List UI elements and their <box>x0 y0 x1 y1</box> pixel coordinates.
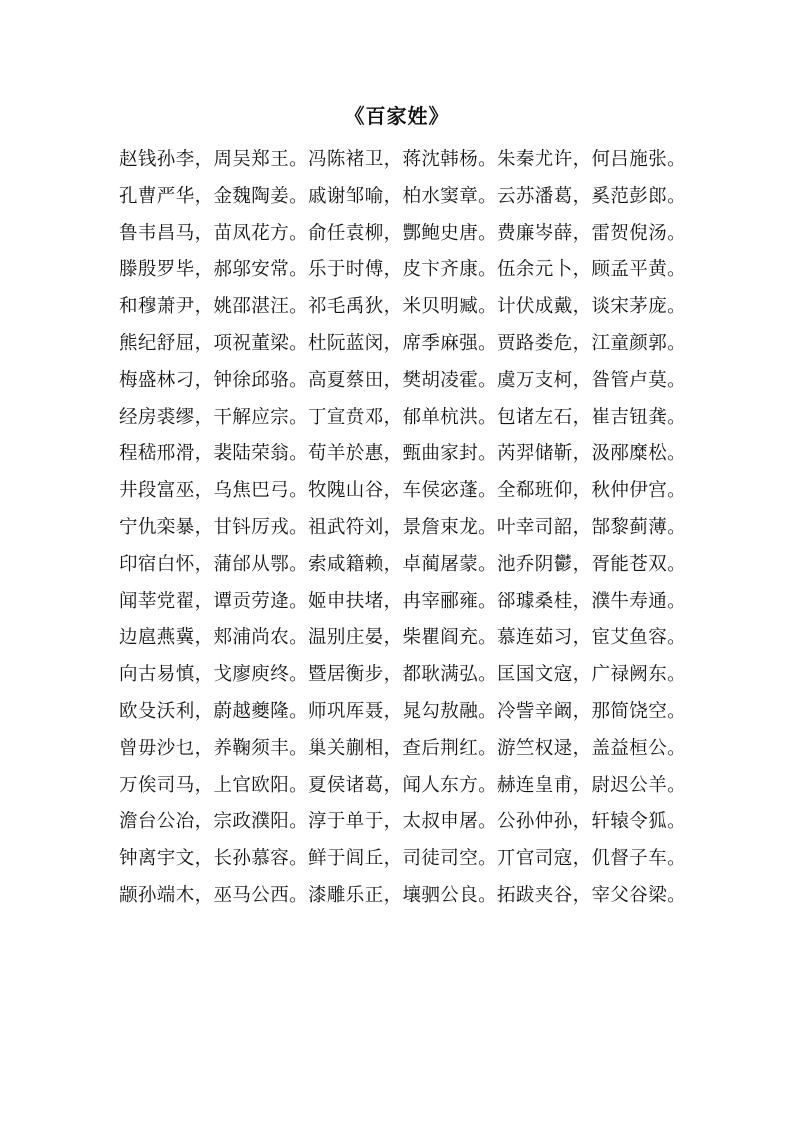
verse-line: 澹台公冶，宗政濮阳。淳于单于，太叔申屠。公孙仲孙，轩辕令狐。 <box>119 811 687 833</box>
document-title: 《百家姓》 <box>344 104 450 128</box>
verse-line: 宁仇栾暴，甘钭厉戎。祖武符刘，景詹束龙。叶幸司韶，郜黎蓟薄。 <box>119 516 687 538</box>
verse-line: 欧殳沃利，蔚越夔隆。师巩厍聂，晁勾敖融。冷訾辛阚，那简饶空。 <box>119 700 687 722</box>
verse-line: 和穆萧尹，姚邵湛汪。祁毛禹狄，米贝明臧。计伏成戴，谈宋茅庞。 <box>119 296 687 318</box>
verse-line: 曾毋沙乜，养鞠须丰。巢关蒯相，查后荆红。游竺权逯，盖益桓公。 <box>119 737 687 759</box>
surname-verse-block <box>119 142 687 915</box>
verse-line: 印宿白怀，蒲邰从鄂。索咸籍赖，卓蔺屠蒙。池乔阴鬱，胥能苍双。 <box>119 553 687 575</box>
verse-line: 边扈燕冀，郏浦尚农。温别庄晏，柴瞿阎充。慕连茹习，宦艾鱼容。 <box>119 627 687 649</box>
verse-line: 向古易慎，戈廖庾终。暨居衡步，都耿满弘。匡国文寇，广禄阙东。 <box>119 664 687 686</box>
verse-line: 井段富巫，乌焦巴弓。牧隗山谷，车侯宓蓬。全郗班仰，秋仲伊宫。 <box>119 480 687 502</box>
verse-line: 梅盛林刁，钟徐邱骆。高夏蔡田，樊胡凌霍。虞万支柯，昝管卢莫。 <box>119 369 687 391</box>
verse-line: 熊纪舒屈，项祝董梁。杜阮蓝闵，席季麻强。贾路娄危，江童颜郭。 <box>119 332 687 354</box>
verse-line: 程嵇邢滑，裴陆荣翁。荀羊於惠，甄曲家封。芮羿储靳，汲邴糜松。 <box>119 443 687 465</box>
verse-line: 闻莘党翟，谭贡劳逄。姬申扶堵，冉宰郦雍。郤璩桑桂，濮牛寿通。 <box>119 590 687 612</box>
verse-line: 鲁韦昌马，苗凤花方。俞任袁柳，酆鲍史唐。费廉岑薛，雷贺倪汤。 <box>119 222 687 244</box>
verse-line: 赵钱孙李，周吴郑王。冯陈褚卫，蒋沈韩杨。朱秦尤许，何吕施张。 <box>119 149 687 170</box>
verse-line: 经房裘缪，干解应宗。丁宣贲邓，郁单杭洪。包诸左石，崔吉钮龚。 <box>119 406 687 428</box>
verse-line: 万俟司马，上官欧阳。夏侯诸葛，闻人东方。赫连皇甫，尉迟公羊。 <box>119 774 687 796</box>
verse-line: 孔曹严华，金魏陶姜。戚谢邹喻，柏水窦章。云苏潘葛，奚范彭郎。 <box>119 185 687 207</box>
verse-line: 滕殷罗毕，郝邬安常。乐于时傅，皮卞齐康。伍余元卜，顾孟平黄。 <box>119 259 687 281</box>
verse-line: 钟离宇文，长孙慕容。鲜于闾丘，司徒司空。丌官司寇，仉督子车。 <box>119 848 687 870</box>
verse-line: 颛孙端木，巫马公西。漆雕乐正，壤驷公良。拓跋夹谷，宰父谷梁。 <box>119 884 687 906</box>
